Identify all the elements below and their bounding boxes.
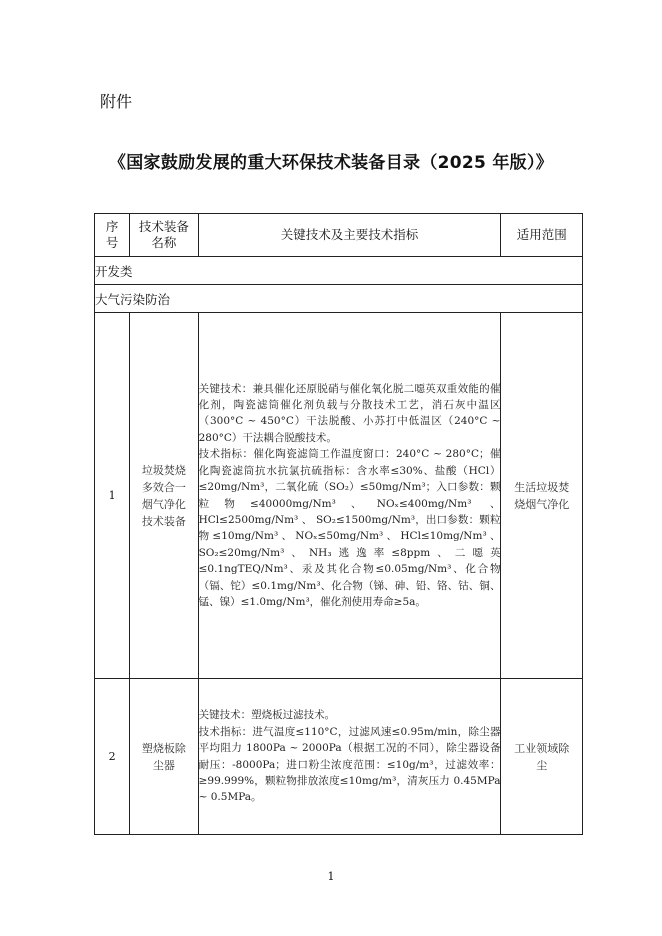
table-header-row (95, 214, 583, 257)
equipment-name: 垃圾焚烧 多效合一 烟气净化 技术装备 (130, 313, 198, 679)
table-row (95, 313, 583, 679)
header-tech: 关键技术及主要技术指标 (198, 214, 501, 257)
subcategory-row (95, 285, 583, 313)
document-title: 《国家鼓励发展的重大环保技术装备目录（2025 年版）》 (108, 153, 554, 173)
row-number: 1 (95, 313, 130, 679)
page-number: 1 (327, 870, 335, 883)
attachment-label: 附件 (100, 92, 133, 111)
application-scope: 生活垃圾焚 烧烟气净化 (501, 313, 583, 679)
equipment-name: 塑烧板除 尘器 (130, 679, 198, 835)
category-label: 开发类 (95, 257, 583, 285)
table-row (95, 679, 583, 835)
header-no: 序 号 (95, 214, 130, 257)
header-scope: 适用范围 (501, 214, 583, 257)
application-scope: 工业领域除 尘 (501, 679, 583, 835)
subcategory-label: 大气污染防治 (95, 285, 583, 313)
header-name: 技术装备 名称 (130, 214, 198, 257)
row-number: 2 (95, 679, 130, 835)
category-row (95, 257, 583, 285)
tech-indicators: 关键技术：塑烧板过滤技术。 技术指标：进气温度≤110°C，过滤风速≤0.95m/min，除尘器平均阻力 1800Pa ~ 2000Pa（根据工况的不同），除尘器设备耐压：-8000Pa；进口粉尘浓度范围：≤10g/m³，过滤效率：≥99.999%，颗粒物排放浓度≤10mg/m³，清灰压力 0.45MPa ~ 0.5MPa。 (198, 679, 501, 835)
tech-indicators: 关键技术：兼具催化还原脱硝与催化氧化脱二噁英双重效能的催化剂，陶瓷滤筒催化剂负载与分散技术工艺，消石灰中温区（300°C ~ 450°C）干法脱酸、小苏打中低温区（240°C ~ 280°C）干法耦合脱酸技术。 技术指标：催化陶瓷滤筒工作温度窗口：240°C ~ 280°C；催化陶瓷滤筒抗水抗氯抗硫指标：含水率≤30%、盐酸（HCl）≤20mg/Nm³，二氧化硫（SO₂）≤50mg/Nm³；入口参数：颗粒物≤40000mg/Nm³、NOₓ≤400mg/Nm³ 、 HCl≤2500mg/Nm³ 、 SO₂≤1500mg/Nm³，出口参数：颗粒物≤10mg/Nm³、NOₓ≤50mg/Nm³、HCl≤10mg/Nm³、SO₂≤20mg/Nm³、NH₃逃逸率≤8ppm、二噁英≤0.1ngTEQ/Nm³、汞及其化合物≤0.05mg/Nm³、化合物（镉、铊）≤0.1mg/Nm³、化合物（锑、砷、铅、铬、钴、铜、锰、镍）≤1.0mg/Nm³，催化剂使用寿命≥5a。 (198, 313, 501, 679)
equipment-catalog-table (94, 213, 583, 835)
